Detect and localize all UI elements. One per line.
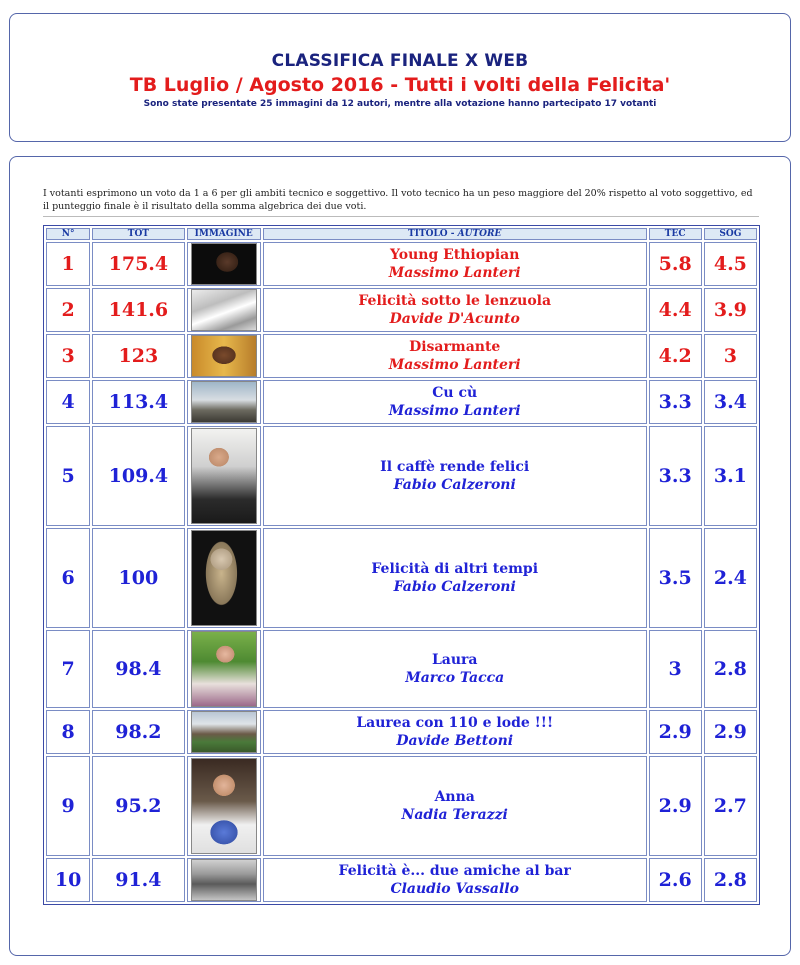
image-cell	[187, 380, 261, 424]
photo-title: Il caffè rende felici	[380, 459, 530, 475]
total-cell: 98.4	[92, 630, 184, 708]
rank-cell: 7	[46, 630, 90, 708]
rank-cell: 4	[46, 380, 90, 424]
photo-thumbnail[interactable]	[191, 530, 257, 626]
total-cell: 109.4	[92, 426, 184, 526]
photo-author: Fabio Calzeroni	[393, 579, 516, 595]
rank-cell: 3	[46, 334, 90, 378]
photo-title: Laura	[431, 652, 478, 668]
participation-note: Sono state presentate 25 immagini da 12 autori, mentre alla votazione hanno partecipato 17 votanti	[143, 99, 657, 109]
photo-author: Fabio Calzeroni	[393, 477, 516, 493]
table-row	[46, 756, 757, 856]
title-author-cell	[263, 630, 647, 708]
image-cell	[187, 242, 261, 286]
sog-score-cell: 3.9	[704, 288, 757, 332]
table-row	[46, 380, 757, 424]
voting-explanation: I votanti esprimono un voto da 1 a 6 per gli ambiti tecnico e soggettivo. Il voto tecnico ha un peso maggiore del 20% rispetto al voto soggettivo, ed il punteggio finale è il risultato della somma algebrica dei due voti.	[43, 188, 753, 212]
image-cell	[187, 756, 261, 856]
sog-score-cell: 2.4	[704, 528, 757, 628]
sog-score-cell: 3.1	[704, 426, 757, 526]
photo-title: Felicità di altri tempi	[371, 561, 539, 577]
table-row	[46, 710, 757, 754]
photo-author: Davide Bettoni	[396, 733, 514, 749]
image-cell	[187, 630, 261, 708]
image-cell	[187, 858, 261, 902]
tec-score-cell: 2.9	[649, 756, 702, 856]
table-row	[46, 288, 757, 332]
total-cell: 98.2	[92, 710, 184, 754]
photo-thumbnail[interactable]	[191, 381, 257, 423]
photo-author: Nadia Terazzi	[401, 807, 508, 823]
col-header-author-label: AUTORE	[457, 229, 502, 239]
table-row	[46, 334, 757, 378]
sog-score-cell: 2.7	[704, 756, 757, 856]
image-cell	[187, 334, 261, 378]
sog-score-cell: 2.8	[704, 858, 757, 902]
total-cell: 95.2	[92, 756, 184, 856]
total-cell: 141.6	[92, 288, 184, 332]
table-header-row	[46, 228, 757, 240]
image-cell	[187, 528, 261, 628]
photo-thumbnail[interactable]	[191, 243, 257, 285]
table-row	[46, 858, 757, 902]
image-cell	[187, 426, 261, 526]
table-row	[46, 528, 757, 628]
total-cell: 123	[92, 334, 184, 378]
photo-thumbnail[interactable]	[191, 859, 257, 901]
image-cell	[187, 288, 261, 332]
title-author-cell	[263, 288, 647, 332]
tec-score-cell: 5.8	[649, 242, 702, 286]
rank-cell: 10	[46, 858, 90, 902]
photo-title: Anna	[434, 789, 475, 805]
tec-score-cell: 4.4	[649, 288, 702, 332]
table-row	[46, 630, 757, 708]
photo-author: Massimo Lanteri	[388, 357, 521, 373]
rank-cell: 1	[46, 242, 90, 286]
rank-cell: 5	[46, 426, 90, 526]
title-author-cell	[263, 334, 647, 378]
col-header-sog: SOG	[704, 228, 757, 240]
col-header-rank: N°	[46, 228, 90, 240]
col-header-total: TOT	[92, 228, 184, 240]
col-header-tec: TEC	[649, 228, 702, 240]
photo-author: Massimo Lanteri	[388, 403, 521, 419]
sog-score-cell: 4.5	[704, 242, 757, 286]
rank-cell: 9	[46, 756, 90, 856]
photo-author: Davide D'Acunto	[389, 311, 520, 327]
tec-score-cell: 2.6	[649, 858, 702, 902]
header-box	[9, 13, 791, 142]
photo-thumbnail[interactable]	[191, 428, 257, 524]
title-author-cell	[263, 426, 647, 526]
col-header-title	[263, 228, 647, 240]
photo-author: Massimo Lanteri	[388, 265, 521, 281]
tec-score-cell: 3.3	[649, 426, 702, 526]
col-header-title-label: TITOLO -	[408, 229, 458, 239]
photo-title: Disarmante	[409, 339, 501, 355]
tec-score-cell: 2.9	[649, 710, 702, 754]
title-author-cell	[263, 858, 647, 902]
title-author-cell	[263, 710, 647, 754]
photo-title: Young Ethiopian	[389, 247, 520, 263]
photo-thumbnail[interactable]	[191, 335, 257, 377]
sog-score-cell: 2.8	[704, 630, 757, 708]
ranking-box	[9, 156, 791, 956]
tec-score-cell: 3.3	[649, 380, 702, 424]
photo-title: Cu cù	[432, 385, 478, 401]
ranking-table	[43, 225, 760, 905]
rank-cell: 8	[46, 710, 90, 754]
title-author-cell	[263, 528, 647, 628]
title-author-cell	[263, 380, 647, 424]
rank-cell: 6	[46, 528, 90, 628]
title-author-cell	[263, 756, 647, 856]
photo-thumbnail[interactable]	[191, 758, 257, 854]
photo-title: Felicità sotto le lenzuola	[358, 293, 552, 309]
tec-score-cell: 4.2	[649, 334, 702, 378]
photo-thumbnail[interactable]	[191, 289, 257, 331]
col-header-image: IMMAGINE	[187, 228, 261, 240]
sog-score-cell: 3.4	[704, 380, 757, 424]
photo-author: Marco Tacca	[405, 670, 505, 686]
photo-author: Claudio Vassallo	[390, 881, 519, 897]
photo-title: Felicità è... due amiche al bar	[338, 863, 571, 879]
sog-score-cell: 2.9	[704, 710, 757, 754]
title-author-cell	[263, 242, 647, 286]
tec-score-cell: 3.5	[649, 528, 702, 628]
total-cell: 175.4	[92, 242, 184, 286]
table-row	[46, 426, 757, 526]
page-title: CLASSIFICA FINALE X WEB	[271, 51, 529, 71]
divider	[43, 216, 759, 217]
sog-score-cell: 3	[704, 334, 757, 378]
total-cell: 91.4	[92, 858, 184, 902]
photo-thumbnail[interactable]	[191, 711, 257, 753]
tec-score-cell: 3	[649, 630, 702, 708]
table-row	[46, 242, 757, 286]
photo-title: Laurea con 110 e lode !!!	[356, 715, 554, 731]
total-cell: 113.4	[92, 380, 184, 424]
page-subtitle: TB Luglio / Agosto 2016 - Tutti i volti della Felicita'	[129, 74, 671, 96]
image-cell	[187, 710, 261, 754]
total-cell: 100	[92, 528, 184, 628]
rank-cell: 2	[46, 288, 90, 332]
photo-thumbnail[interactable]	[191, 631, 257, 707]
